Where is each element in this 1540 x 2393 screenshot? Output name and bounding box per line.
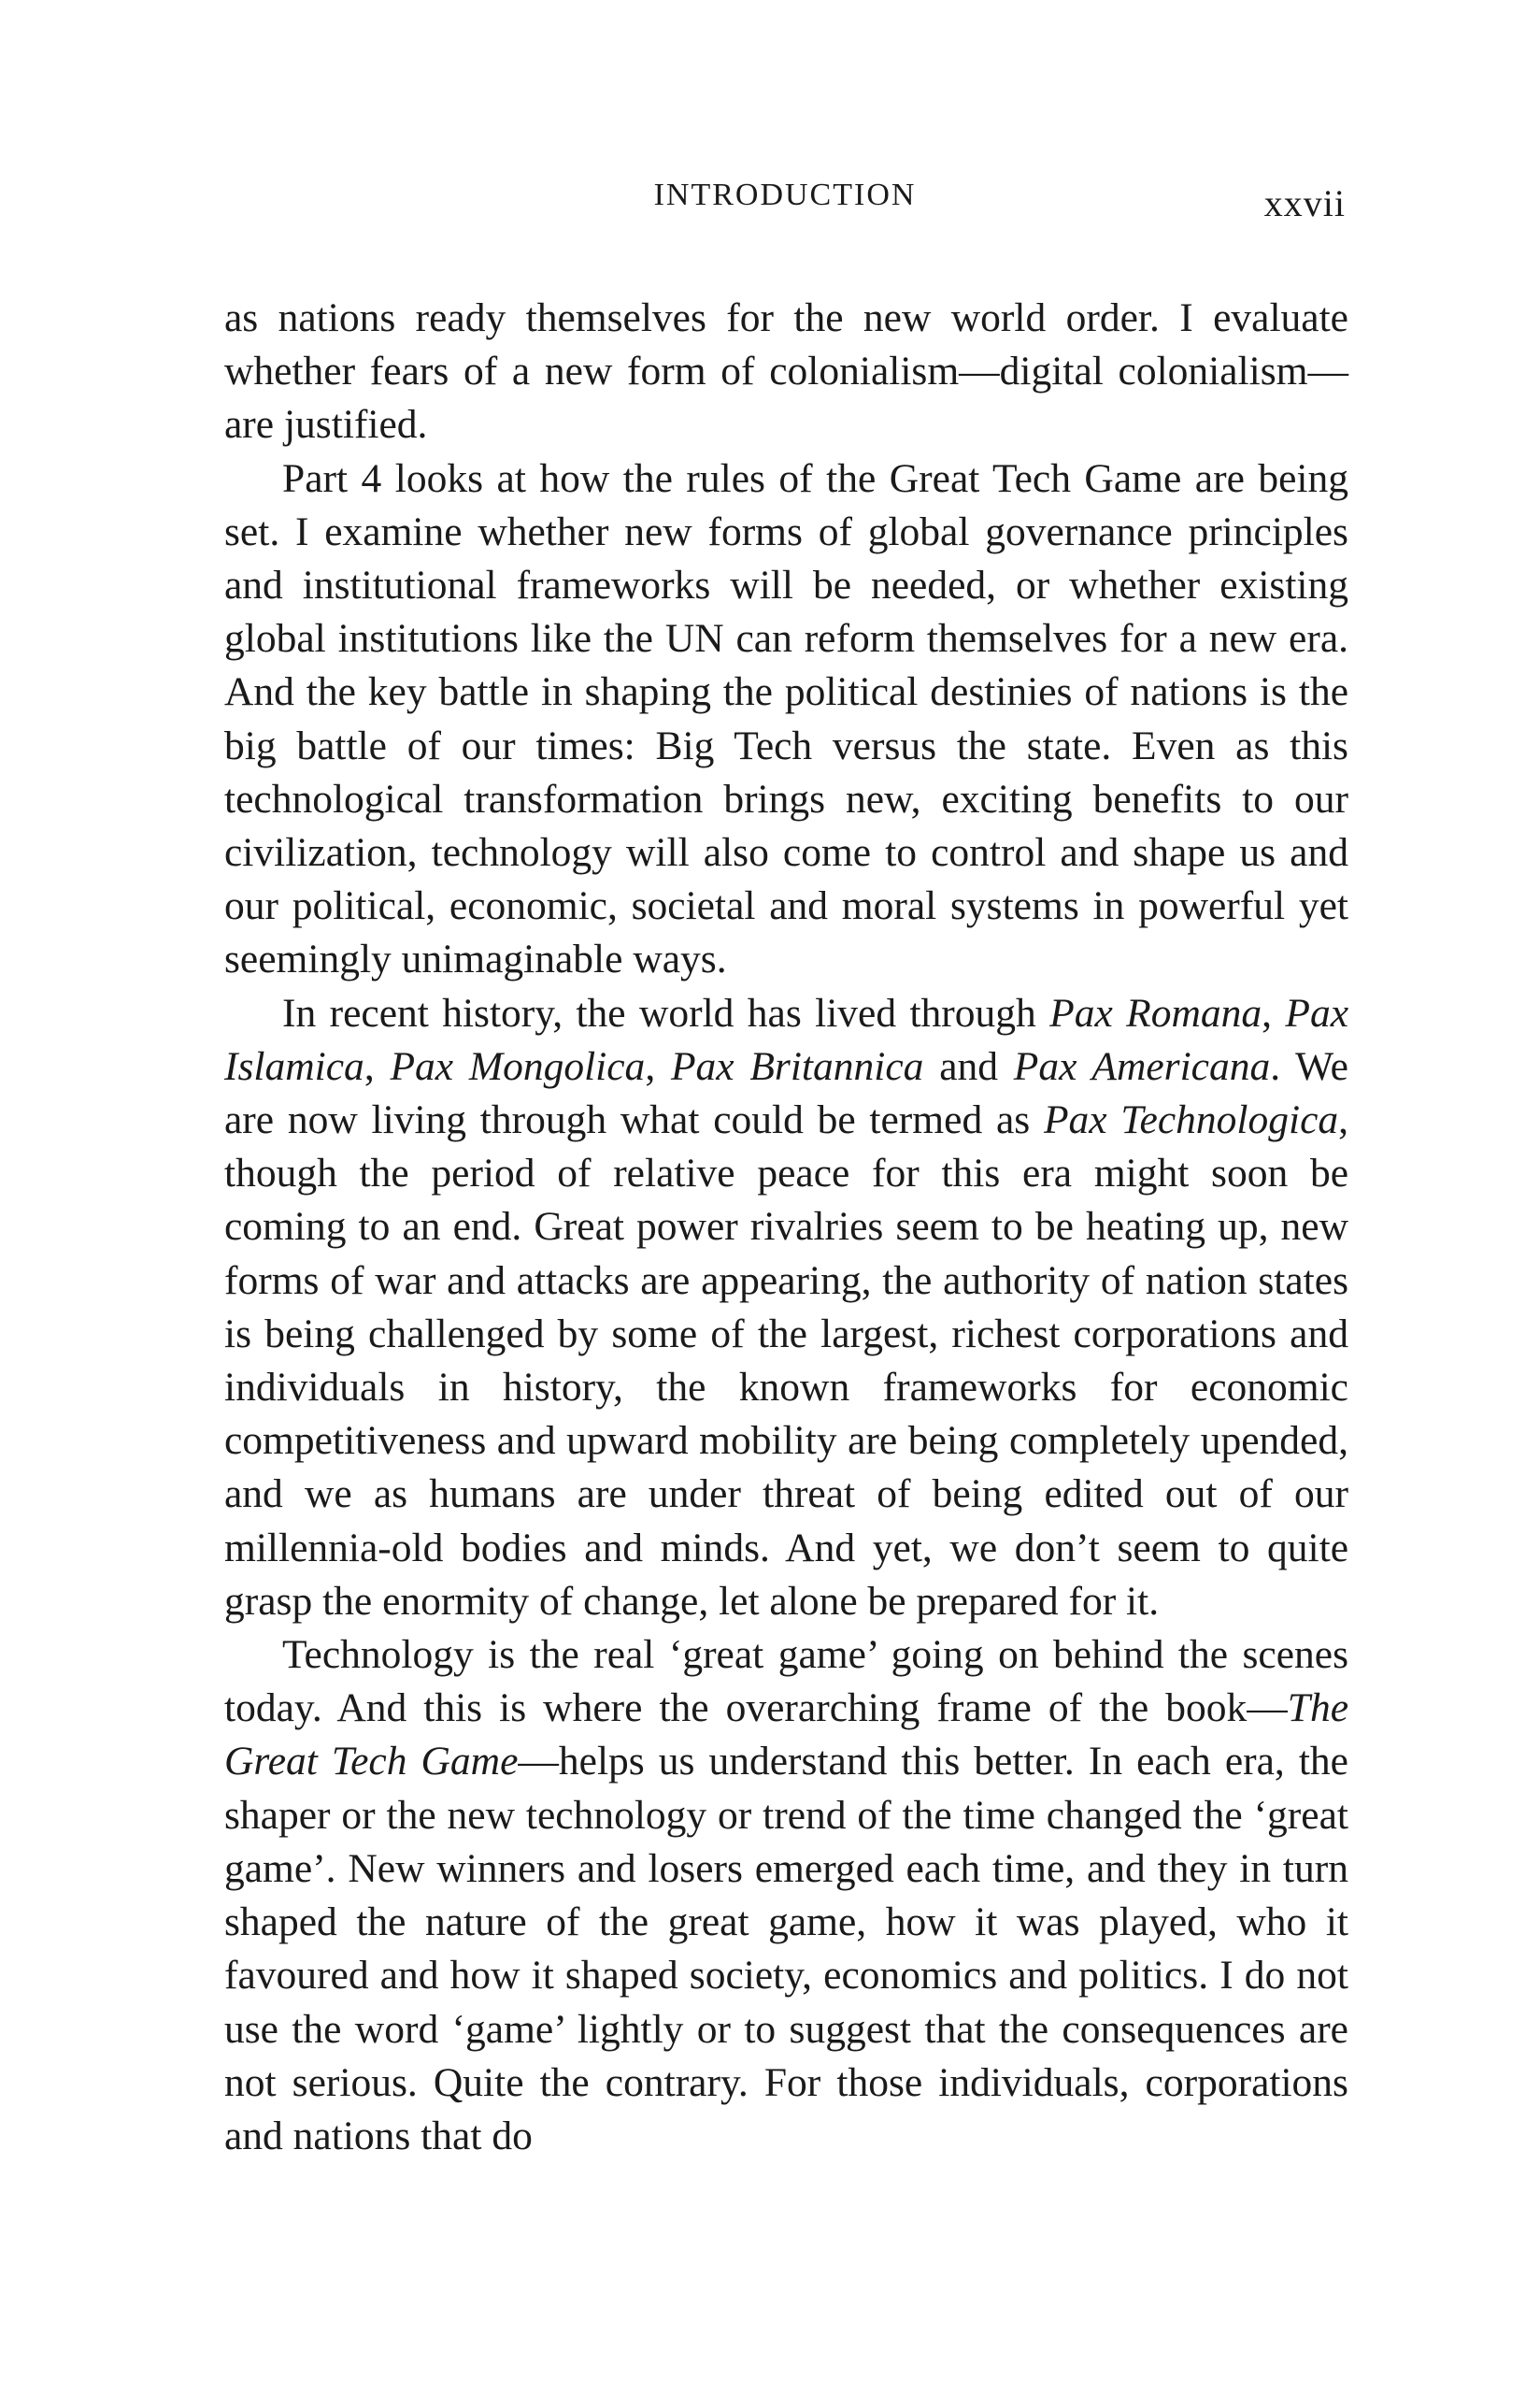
page-number: xxvii bbox=[1263, 182, 1346, 224]
paragraph bbox=[224, 987, 1348, 1628]
text-run: In recent history, the world has lived through bbox=[282, 990, 1050, 1036]
paragraph bbox=[224, 292, 1348, 452]
italic-text: Pax Britannica bbox=[670, 1043, 924, 1089]
italic-text: Pax Islamica bbox=[224, 990, 1349, 1089]
italic-text: Pax Mongolica bbox=[390, 1043, 646, 1089]
text-run: . We are now living through what could be termed as bbox=[224, 1043, 1348, 1143]
text-run: Part 4 looks at how the rules of the Great Tech Game are being set. I examine whether new forms of global governance principles and institutional frameworks will be needed, or whether existing global institutions like the UN can reform themselves for a new era. And the key battle in shaping the political destinies of nations is the big battle of our times: Big Tech versus the state. Even as this technological transformation brings new, exciting benefits to our civilization, technology will also come to control and shape us and our political, economic, societal and moral systems in powerful yet seemingly unimaginable ways. bbox=[224, 455, 1348, 982]
paragraph bbox=[224, 1628, 1348, 2163]
body-text bbox=[224, 292, 1348, 2163]
chapter-title: INTRODUCTION bbox=[653, 178, 917, 212]
text-run: —helps us understand this better. In each era, the shaper or the new technology or trend of the time changed the ‘great game’. New winners and losers emerged each time, and they in turn shaped the nature of the great game, how it was played, who it favoured and how it shaped society, economics and politics. I do not use the word ‘game’ lightly or to suggest that the consequences are not serious. Quite the contrary. For those individuals, corporations and nations that do bbox=[224, 1739, 1348, 2158]
running-head bbox=[224, 178, 1346, 224]
text-run: as nations ready themselves for the new world order. I evaluate whether fears of a new form of colonialism—digital colonialism—are justified. bbox=[224, 295, 1348, 448]
italic-text: The Great Tech Game bbox=[224, 1685, 1348, 1784]
text-run: , bbox=[1262, 990, 1286, 1036]
text-run: , bbox=[645, 1043, 671, 1089]
italic-text: Pax Americana bbox=[1013, 1043, 1271, 1089]
paragraph bbox=[224, 452, 1348, 987]
text-run: , bbox=[364, 1043, 391, 1089]
italic-text: Pax Romana bbox=[1049, 990, 1262, 1036]
text-run: Technology is the real ‘great game’ going on behind the scenes today. And this is where the overarching frame of the book— bbox=[224, 1632, 1348, 1731]
text-run: , though the period of relative peace for this era might soon be coming to an end. Great power rivalries seem to be heating up, new forms of war and attacks are appearing, the authority of nation states is being challenged by some of the largest, richest corporations and individuals in history, the known frameworks for economic competitiveness and upward mobility are being completely upended, and we as humans are under threat of being edited out of our millennia-old bodies and minds. And yet, we don’t seem to quite grasp the enormity of change, let alone be prepared for it. bbox=[224, 1097, 1349, 1624]
italic-text: Pax Technologica bbox=[1043, 1097, 1339, 1143]
text-run: and bbox=[923, 1043, 1014, 1089]
